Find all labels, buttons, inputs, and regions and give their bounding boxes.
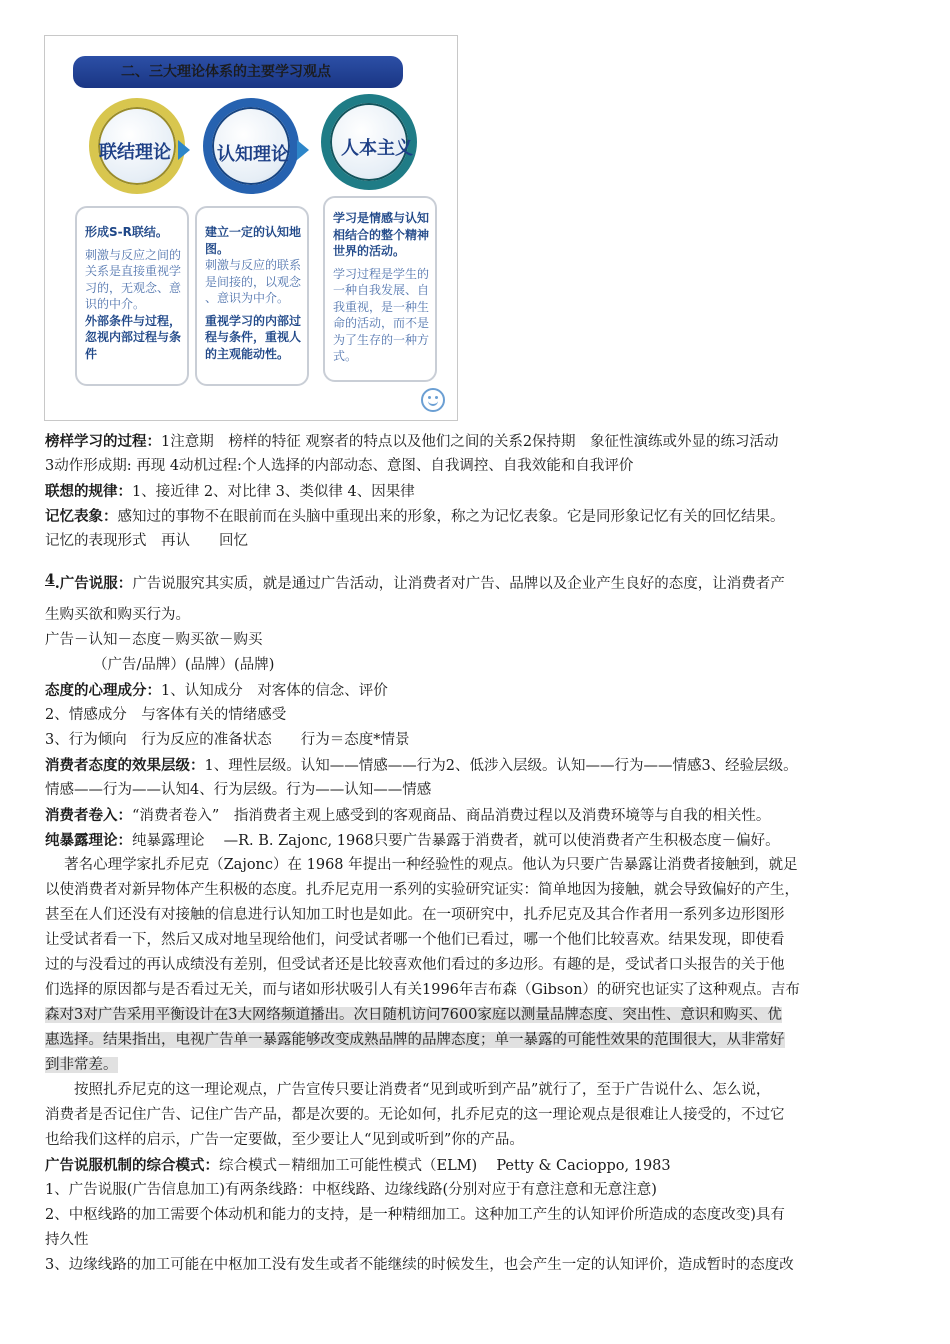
arrow-icon: [297, 140, 309, 160]
card-text: 重视学习的内部过: [205, 313, 302, 328]
card-text: 外部条件与过程，: [85, 313, 182, 328]
card-humanism: [323, 196, 437, 382]
paragraph-line: 2、情感成分 与客体有关的情绪感受: [45, 707, 287, 723]
paragraph-line: （广告/品牌）(品牌）(品牌): [93, 657, 275, 673]
card-text: 习的，无观念、意: [85, 280, 182, 295]
paragraph-line: [45, 678, 915, 704]
term-heading: 消费者态度的效果层级：: [45, 757, 205, 774]
paragraph-line: 记忆的表现形式 再认 回忆: [45, 533, 248, 549]
paragraph-line: [45, 429, 915, 455]
highlighted-text: 惠选择。结果指出，电视广告单一暴露能够改变成熟品牌的品牌态度；单一暴露的可能性效果的范围很大，从非常好: [45, 1032, 785, 1048]
paragraph-line: 按照扎乔尼克的这一理论观点，广告宣传只要让消费者“见到或听到产品”就行了，至于广告说什么、怎么说，: [45, 1082, 771, 1098]
card-text: 一种自我发展、自: [333, 283, 430, 297]
card-text: 相结合的整个精神: [333, 227, 430, 242]
line-text: 1、接近律 2、对比律 3、类似律 4、因果律: [132, 484, 415, 500]
paragraph-line: [45, 803, 915, 829]
paragraph-line: 过的与没看过的再认成绩没有差别，但受试者还是比较喜欢他们看过的多边形。有趣的是，受试者口头报告的关于他: [45, 957, 785, 973]
paragraph-line: [45, 828, 915, 854]
line-text: 广告说服究其实质，就是通过广告活动，让消费者对广告、品牌以及企业产生良好的态度，让消费者产: [132, 576, 785, 592]
paragraph-line: [45, 1028, 915, 1053]
slide-title: 二、三大理论体系的主要学习观点: [73, 56, 403, 88]
line-text: 1注意期 榜样的特征 观察者的特点以及他们之间的关系2保持期 象征性演练或外显的练习活动: [161, 434, 779, 450]
card-text: 学习是情感与认知: [333, 211, 430, 225]
paragraph-line: [45, 1003, 915, 1028]
card-connectionism: [75, 206, 189, 386]
paragraph-line: 让受试者看一下，然后又成对地呈现给他们，问受试者哪一个他们已看过，哪一个他们比较喜欢。结果发现，即使看: [45, 932, 785, 948]
card-text: 命的活动，而不是: [333, 316, 430, 330]
paragraph-line: [45, 753, 915, 779]
arrow-icon: [178, 140, 190, 160]
card-text: 识的中介。: [85, 297, 146, 311]
term-heading: .广告说服：: [54, 575, 133, 592]
term-heading: 态度的心理成分：: [45, 682, 161, 699]
paragraph-line: 生购买欲和购买行为。: [45, 607, 190, 623]
card-text: 我重视，是一种生: [333, 299, 430, 314]
highlighted-text: 到非常差。: [45, 1057, 118, 1073]
paragraph-line: [45, 479, 915, 505]
paragraph-line: 持久性: [45, 1232, 89, 1248]
circle-label-cognitive: 认知理论: [217, 144, 289, 165]
paragraph-line: 3、边缘线路的加工可能在中枢加工没有发生或者不能继续的时候发生，也会产生一定的认知评价，造成暂时的态度改: [45, 1257, 794, 1273]
card-text: 是间接的，以观念: [205, 274, 302, 289]
card-text: 学习过程是学生的: [333, 266, 430, 281]
paragraph-line: 3、行为倾向 行为反应的准备状态 行为＝态度*情景: [45, 732, 410, 748]
paragraph-line: 也给我们这样的启示，广告一定要做，至少要让人“见到或听到”你的产品。: [45, 1132, 524, 1148]
paragraph-line: 2、中枢线路的加工需要个体动机和能力的支持，是一种精细加工。这种加工产生的认知评价所造成的态度改变)具有: [45, 1207, 785, 1223]
paragraph-line: 消费者是否记住广告、记住广告产品，都是次要的。无论如何，扎乔尼克的这一理论观点是很难让人接受的，不过它: [45, 1107, 785, 1123]
card-text: 的主观能动性。: [205, 346, 290, 361]
card-text: 忽视内部过程与条: [85, 330, 182, 344]
theory-slide-figure: [44, 35, 458, 421]
card-text: 式。: [333, 349, 358, 363]
line-text: 感知过的事物不在眼前而在头脑中重现出来的形象，称之为记忆表象。它是同形象记忆有关的回忆结果。: [117, 509, 785, 525]
card-text: 图。: [205, 241, 230, 256]
line-text: “消费者卷入” 指消费者主观上感受到的客观商品、商品消费过程以及消费环境等与自我的相关性。: [132, 808, 771, 824]
card-text: 关系是直接重视学: [85, 264, 182, 278]
term-heading: 纯暴露理论：: [45, 832, 132, 849]
card-text: 建立一定的认知地: [205, 225, 302, 239]
card-text: 程与条件，重视人: [205, 330, 302, 344]
paragraph-line: 以使消费者对新异物体产生积极的态度。扎乔尼克用一系列的实验研究证实：简单地因为接触，就会导致偏好的产生，: [45, 882, 799, 898]
term-heading: 消费者卷入：: [45, 807, 132, 824]
card-text: 件: [85, 346, 98, 361]
term-heading: 榜样学习的过程：: [45, 433, 161, 450]
card-text: 形成S-R联结。: [85, 225, 168, 239]
paragraph-line: 情感——行为——认知4、行为层级。行为——认知——情感: [45, 782, 432, 798]
paragraph-line: 们选择的原因都与是否看过无关，而与诸如形状吸引人有关1996年吉布森（Gibson）的研究也证实了这种观点。吉布: [45, 982, 800, 998]
card-text: 刺激与反应之间的: [85, 247, 182, 262]
circle-label-connectionism: 联结理论: [99, 142, 171, 163]
paragraph-line: [45, 1053, 915, 1078]
paragraph-line: [45, 504, 915, 530]
term-heading: 联想的规律：: [45, 483, 132, 500]
line-text: 纯暴露理论 —R. B. Zajonc, 1968只要广告暴露于消费者，就可以使消费者产生积极态度－偏好。: [132, 833, 780, 849]
section-number: 4: [45, 572, 55, 588]
card-cognitive: [195, 206, 309, 386]
term-heading: 记忆表象：: [45, 508, 118, 525]
paragraph-line: 1、广告说服(广告信息加工)有两条线路：中枢线路、边缘线路(分别对应于有意注意和无意注意): [45, 1182, 657, 1198]
paragraph-line: 3动作形成期: 再现 4动机过程:个人选择的内部动态、意图、自我调控、自我效能和自我评价: [45, 458, 634, 474]
smiley-icon: [421, 388, 445, 412]
paragraph-line: 著名心理学家扎乔尼克（Zajonc）在 1968 年提出一种经验性的观点。他认为只要广告暴露让消费者接触到，就足: [45, 857, 798, 873]
circle-label-humanism: 人本主义: [341, 138, 413, 159]
card-text: 为了生存的一种方: [333, 332, 430, 347]
paragraph-line: 广告－认知－态度－购买欲－购买: [45, 632, 263, 648]
card-text: 世界的活动。: [333, 244, 406, 258]
term-heading: 广告说服机制的综合模式：: [45, 1157, 219, 1174]
card-text: 、意识为中介。: [205, 291, 290, 305]
paragraph-line: [45, 568, 915, 597]
line-text: 1、理性层级。认知——情感——行为2、低涉入层级。认知——行为——情感3、经验层级。: [204, 758, 798, 774]
line-text: 1、认知成分 对客体的信念、评价: [161, 683, 388, 699]
highlighted-text: 森对3对广告采用平衡设计在3大网络频道播出。次日随机访问7600家庭以测量品牌态度、突出性、意识和购买、优: [45, 1007, 782, 1023]
paragraph-line: 甚至在人们还没有对接触的信息进行认知加工时也是如此。在一项研究中，扎乔尼克及其合作者用一系列多边形图形: [45, 907, 785, 923]
line-text: 综合模式－精细加工可能性模式（ELM) Petty & Cacioppo, 1983: [219, 1158, 671, 1174]
card-text: 刺激与反应的联系: [205, 258, 302, 272]
paragraph-line: [45, 1153, 915, 1179]
